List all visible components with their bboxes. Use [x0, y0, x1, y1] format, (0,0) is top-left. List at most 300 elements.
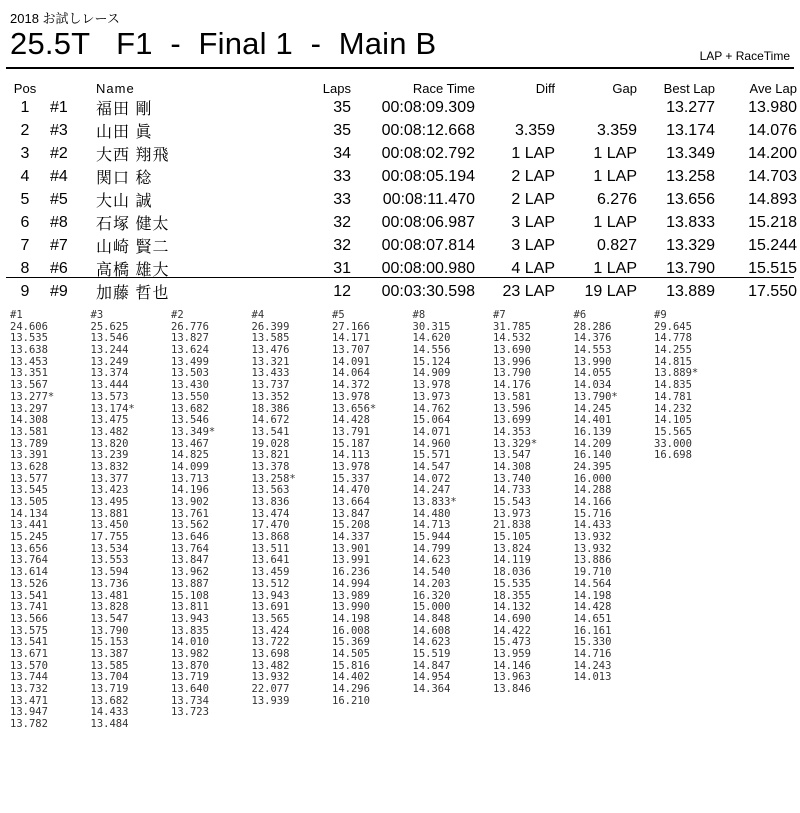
cell-laps: 31 [333, 259, 351, 277]
lap-time: 28.286 [573, 320, 612, 333]
cell-ave-lap: 15.244 [748, 236, 797, 254]
lap-time: 13.467 [171, 437, 209, 450]
lap-time: 14.134 [10, 507, 48, 520]
lap-time: 13.474 [251, 507, 290, 520]
lap-time: 13.387 [90, 647, 129, 660]
lap-time: 14.247 [412, 484, 451, 497]
lap-time: 18.036 [493, 566, 531, 579]
lap-time: 13.790* [573, 390, 618, 403]
results-header-row [0, 80, 797, 96]
lap-column-car: #9 [654, 309, 667, 321]
lap-time: 13.820 [90, 437, 129, 450]
cell-best-lap: 13.656 [666, 190, 715, 208]
lap-time: 15.519 [412, 647, 451, 660]
results-body [0, 96, 797, 303]
cell-laps: 35 [333, 98, 351, 116]
lap-time: 14.623 [412, 554, 451, 567]
lap-time: 13.585 [90, 659, 129, 672]
result-row [0, 142, 797, 165]
lap-time: 14.034 [573, 379, 612, 392]
lap-column-car: #3 [90, 309, 104, 321]
cell-diff: 2 LAP [511, 190, 555, 208]
lap-time: 24.395 [573, 460, 612, 473]
lap-time: 13.698 [251, 647, 290, 660]
cell-diff: 3 LAP [511, 236, 555, 254]
cell-diff [475, 96, 555, 119]
cell-diff: 1 LAP [511, 144, 555, 162]
lap-time: 13.932 [573, 531, 612, 544]
lap-time: 14.994 [332, 577, 370, 590]
lap-time: 13.989 [332, 589, 370, 602]
cell-diff: 3 LAP [511, 213, 555, 231]
lap-time: 21.838 [493, 519, 531, 532]
lap-time: 14.255 [654, 344, 692, 357]
lap-time: 14.091 [332, 355, 370, 368]
cell-laps: 33 [333, 167, 351, 185]
lap-time: 13.990 [332, 601, 370, 614]
cell-ave-lap: 14.893 [748, 190, 797, 208]
lap-time: 13.391 [10, 449, 48, 462]
cell-ave-lap: 14.200 [748, 144, 797, 162]
cell-best-lap: 13.790 [666, 259, 715, 277]
lap-time: 17.755 [90, 531, 129, 544]
lap-time: 14.071 [412, 425, 451, 438]
result-row [0, 119, 797, 142]
lap-time: 16.210 [332, 694, 370, 707]
lap-time: 13.596 [493, 402, 531, 415]
cell-driver-name: 大西 翔飛 [96, 147, 170, 164]
lap-time: 14.146 [493, 659, 531, 672]
cell-car-number: #8 [50, 213, 68, 231]
cell-best-lap: 13.174 [666, 121, 715, 139]
lap-time: 13.943 [251, 589, 290, 602]
lap-time: 14.505 [332, 647, 370, 660]
lap-time: 13.594 [90, 566, 129, 579]
lap-time: 13.846 [493, 683, 531, 695]
lap-time: 15.153 [90, 636, 129, 649]
lap-time: 13.476 [251, 344, 290, 357]
cell-pos: 2 [20, 121, 30, 139]
lap-time: 13.249 [90, 355, 129, 368]
lap-time: 16.320 [412, 589, 451, 602]
lap-time: 13.973 [412, 390, 451, 403]
lap-time: 13.503 [171, 367, 209, 380]
lap-time: 16.000 [573, 472, 612, 485]
lap-time: 13.239 [90, 449, 129, 462]
lap-time: 15.330 [573, 636, 612, 649]
lap-time: 18.355 [493, 589, 531, 602]
lap-time: 14.733 [493, 484, 531, 497]
lap-column [413, 310, 494, 731]
lap-time: 15.124 [412, 355, 451, 368]
lap-time: 13.459 [251, 566, 290, 579]
lap-time: 15.543 [493, 496, 531, 508]
cell-pos: 9 [20, 282, 30, 300]
lap-column [171, 310, 252, 731]
lap-time: 14.608 [412, 624, 451, 637]
cell-best-lap: 13.329 [666, 236, 715, 254]
lap-time: 13.550 [171, 390, 209, 403]
lap-time: 14.196 [171, 484, 209, 497]
lap-time: 13.821 [251, 449, 290, 462]
lap-time: 13.764 [10, 554, 48, 567]
lap-time: 13.734 [171, 694, 209, 707]
cell-car-number: #3 [50, 121, 68, 139]
lap-time: 13.499 [171, 355, 209, 368]
cell-race-time: 00:08:12.668 [381, 121, 475, 139]
lap-time: 14.540 [412, 566, 451, 579]
lap-time: 13.570 [10, 659, 48, 672]
lap-time: 13.656* [332, 402, 377, 415]
lap-time: 13.741 [10, 601, 48, 614]
lap-time: 13.761 [171, 507, 209, 520]
cell-car-number: #7 [50, 236, 68, 254]
lap-time: 14.422 [493, 624, 531, 637]
col-diff: Diff [535, 80, 555, 96]
header-divider [6, 67, 794, 69]
lap-time: 13.546 [171, 414, 209, 427]
cell-laps: 32 [333, 236, 351, 254]
cell-ave-lap: 14.703 [748, 167, 797, 185]
lap-time: 13.541 [10, 589, 48, 602]
lap-time: 14.013 [573, 671, 612, 684]
lap-time: 13.789 [10, 437, 48, 450]
lap-time: 15.064 [412, 414, 451, 427]
lap-time: 14.209 [573, 437, 612, 450]
cell-car-number: #2 [50, 144, 68, 162]
lap-time: 14.909 [412, 367, 451, 380]
lap-time: 13.277* [10, 390, 55, 403]
lap-time: 13.481 [90, 589, 129, 602]
lap-time: 13.682 [90, 694, 129, 707]
lap-time: 15.816 [332, 659, 370, 672]
lap-time: 13.511 [251, 542, 290, 555]
lap-column-car: #6 [573, 309, 587, 321]
lap-time: 13.535 [10, 332, 48, 345]
lap-time: 13.565 [251, 612, 290, 625]
lap-time: 25.625 [90, 320, 129, 333]
lap-time: 13.377 [90, 472, 129, 485]
lap-time: 13.638 [10, 344, 48, 357]
lap-time: 14.713 [412, 519, 451, 532]
lap-time: 13.640 [171, 683, 209, 695]
cell-race-time: 00:08:09.309 [381, 98, 475, 116]
col-best-lap: Best Lap [663, 80, 715, 96]
lap-time: 13.547 [493, 449, 531, 462]
cell-diff: 3.359 [514, 121, 555, 139]
lap-time: 18.386 [251, 402, 290, 415]
lap-time: 13.656 [10, 542, 48, 555]
lap-time: 15.337 [332, 472, 370, 485]
lap-time: 13.321 [251, 355, 290, 368]
lap-time: 15.108 [171, 589, 209, 602]
cell-gap: 1 LAP [593, 167, 637, 185]
lap-time: 13.996 [493, 355, 531, 368]
lap-time: 13.811 [171, 601, 209, 614]
lap-time: 16.140 [573, 449, 612, 462]
lap-time: 13.482 [251, 659, 290, 672]
result-row [0, 188, 797, 211]
lap-time: 14.623 [412, 636, 451, 649]
lap-time: 14.372 [332, 379, 370, 392]
cell-race-time: 00:08:00.980 [381, 259, 475, 277]
lap-time: 13.575 [10, 624, 48, 637]
cell-driver-name: 高橋 雄大 [96, 262, 170, 279]
lap-time: 13.978 [412, 379, 451, 392]
lap-time: 13.526 [10, 577, 48, 590]
lap-time: 13.682 [171, 402, 209, 415]
lap-time: 15.716 [573, 507, 612, 520]
cell-race-time: 00:08:05.194 [381, 167, 475, 185]
lap-time: 13.833* [412, 496, 457, 508]
lap-time: 14.960 [412, 437, 451, 450]
lap-time: 13.947 [10, 706, 48, 719]
lap-time: 13.585 [251, 332, 290, 345]
lap-time: 13.978 [332, 460, 370, 473]
lap-time: 13.790 [493, 367, 531, 380]
lap-time: 13.349* [171, 425, 216, 438]
lap-time: 15.565 [654, 425, 692, 438]
lap-time: 14.296 [332, 683, 370, 695]
cell-driver-name: 山田 眞 [96, 124, 153, 141]
lap-time: 13.722 [251, 636, 290, 649]
lap-time: 13.691 [251, 601, 290, 614]
lap-time: 14.105 [654, 414, 692, 427]
cell-gap: 19 LAP [584, 282, 637, 300]
cell-pos: 4 [20, 167, 30, 185]
lap-times-grid [10, 310, 735, 731]
lap-time: 13.482 [90, 425, 129, 438]
cell-car-number: #1 [50, 98, 68, 116]
lap-time: 14.825 [171, 449, 209, 462]
lap-time: 13.646 [171, 531, 209, 544]
lap-time: 13.567 [10, 379, 48, 392]
lap-time: 16.236 [332, 566, 370, 579]
lap-time: 13.978 [332, 390, 370, 403]
cell-driver-name: 石塚 健太 [96, 216, 170, 233]
lap-time: 13.577 [10, 472, 48, 485]
lap-time: 26.399 [251, 320, 290, 333]
lap-time: 14.099 [171, 460, 209, 473]
cell-best-lap: 13.889 [666, 282, 715, 300]
cell-gap: 0.827 [596, 236, 637, 254]
lap-column [332, 310, 413, 731]
lap-time: 13.563 [251, 484, 290, 497]
lap-time: 13.737 [251, 379, 290, 392]
lap-time: 27.166 [332, 320, 370, 333]
cell-laps: 33 [333, 190, 351, 208]
lap-time: 29.645 [654, 320, 692, 333]
lap-time: 16.008 [332, 624, 370, 637]
lap-time: 15.473 [493, 636, 531, 649]
lap-time: 15.245 [10, 531, 48, 544]
race-title: 25.5T F1 - Final 1 - Main B [10, 26, 437, 61]
lap-time: 13.901 [332, 542, 370, 555]
lap-time: 13.932 [251, 671, 290, 684]
lap-time: 14.835 [654, 379, 692, 392]
lap-column-car: #2 [171, 309, 184, 321]
lap-time: 13.736 [90, 577, 129, 590]
cell-best-lap: 13.277 [666, 98, 715, 116]
col-num [50, 80, 96, 96]
lap-time: 14.364 [412, 683, 451, 695]
cell-driver-name: 加藤 哲也 [96, 285, 170, 302]
lap-time: 13.244 [90, 344, 129, 357]
lap-time: 30.315 [412, 320, 451, 333]
lap-time: 19.710 [573, 566, 612, 579]
lap-time: 13.827 [171, 332, 209, 345]
cell-car-number: #4 [50, 167, 68, 185]
lap-time: 13.847 [332, 507, 370, 520]
lap-time: 13.719 [171, 671, 209, 684]
lap-time: 14.171 [332, 332, 370, 345]
lap-time: 33.000 [654, 437, 692, 450]
lap-time: 13.886 [573, 554, 612, 567]
cell-race-time: 00:08:11.470 [382, 190, 475, 208]
col-gap: Gap [612, 80, 637, 96]
lap-time: 13.973 [493, 507, 531, 520]
lap-time: 14.055 [573, 367, 612, 380]
lap-time: 13.671 [10, 647, 48, 660]
lap-time: 13.547 [90, 612, 129, 625]
cell-diff: 4 LAP [511, 259, 555, 277]
lap-time: 13.505 [10, 496, 48, 508]
lap-time: 14.119 [493, 554, 531, 567]
lap-time: 14.547 [412, 460, 451, 473]
lap-time: 14.848 [412, 612, 451, 625]
result-row [0, 234, 797, 257]
lap-time: 13.553 [90, 554, 129, 567]
lap-time: 13.534 [90, 542, 129, 555]
cell-gap: 3.359 [596, 121, 637, 139]
lap-time: 13.546 [90, 332, 129, 345]
lap-time: 13.824 [493, 542, 531, 555]
lap-time: 13.939 [251, 694, 290, 707]
cell-laps: 12 [333, 282, 351, 300]
lap-time: 14.245 [573, 402, 612, 415]
lap-column-car: #1 [10, 309, 23, 321]
lap-time: 13.902 [171, 496, 209, 508]
lap-time: 14.762 [412, 402, 451, 415]
lap-time: 14.672 [251, 414, 290, 427]
event-name: 2018 お試しレース [10, 11, 120, 26]
lap-time: 13.764 [171, 542, 209, 555]
cell-pos: 5 [20, 190, 30, 208]
lap-time: 13.959 [493, 647, 531, 660]
cell-diff: 2 LAP [511, 167, 555, 185]
lap-time: 24.606 [10, 320, 48, 333]
lap-time: 13.433 [251, 367, 290, 380]
lap-time: 14.113 [332, 449, 370, 462]
lap-time: 14.799 [412, 542, 451, 555]
lap-time: 16.139 [573, 425, 612, 438]
col-pos: Pos [13, 80, 37, 96]
lap-time: 14.198 [573, 589, 612, 602]
lap-time: 14.010 [171, 636, 209, 649]
lap-column [574, 310, 655, 731]
result-row [0, 211, 797, 234]
lap-time: 13.541 [10, 636, 48, 649]
result-row [0, 165, 797, 188]
lap-time: 22.077 [251, 683, 290, 695]
lap-time: 26.776 [171, 320, 209, 333]
result-row [0, 280, 797, 303]
lap-time: 13.868 [251, 531, 290, 544]
lap-time: 15.208 [332, 519, 370, 532]
result-row [0, 96, 797, 119]
lap-time: 13.836 [251, 496, 290, 508]
lap-time: 19.028 [251, 437, 290, 450]
lap-time: 14.376 [573, 332, 612, 345]
lap-time: 14.954 [412, 671, 451, 684]
cell-gap: 1 LAP [593, 259, 637, 277]
lap-time: 13.297 [10, 402, 48, 415]
lap-time: 13.732 [10, 683, 48, 695]
lap-time: 13.828 [90, 601, 129, 614]
lap-time: 14.203 [412, 577, 451, 590]
lap-time: 14.072 [412, 472, 451, 485]
lap-time: 13.782 [10, 718, 48, 731]
cell-race-time: 00:08:06.987 [381, 213, 475, 231]
lap-time: 14.847 [412, 659, 451, 672]
lap-time: 15.000 [412, 601, 451, 614]
lap-time: 13.881 [90, 507, 129, 520]
lap-time: 31.785 [493, 320, 531, 333]
lap-time: 13.475 [90, 414, 129, 427]
lap-time: 13.441 [10, 519, 48, 532]
lap-time: 14.288 [573, 484, 612, 497]
cell-gap: 6.276 [596, 190, 637, 208]
lap-column-car: #5 [332, 309, 345, 321]
lap-time: 14.401 [573, 414, 612, 427]
lap-time: 13.832 [90, 460, 129, 473]
lap-time: 14.781 [654, 390, 692, 403]
lap-time: 14.198 [332, 612, 370, 625]
lap-time: 13.562 [171, 519, 209, 532]
lap-time: 14.428 [332, 414, 370, 427]
lap-column [91, 310, 172, 731]
cell-driver-name: 関口 稔 [96, 170, 153, 187]
lap-time: 14.433 [573, 519, 612, 532]
lap-time: 13.484 [90, 718, 129, 731]
lap-time: 13.690 [493, 344, 531, 357]
lap-time: 13.707 [332, 344, 370, 357]
lap-time: 15.535 [493, 577, 531, 590]
results-table [0, 80, 797, 303]
cell-diff: 23 LAP [502, 282, 555, 300]
lap-time: 14.532 [493, 332, 531, 345]
report-subtitle: LAP + RaceTime [699, 49, 790, 63]
lap-time: 13.887 [171, 577, 209, 590]
cell-driver-name: 山崎 賢二 [96, 239, 170, 256]
lap-time: 14.166 [573, 496, 612, 508]
lap-time: 14.337 [332, 531, 370, 544]
lap-time: 13.378 [251, 460, 290, 473]
lap-time: 13.962 [171, 566, 209, 579]
lap-time: 13.329* [493, 437, 538, 450]
cell-race-time: 00:03:30.598 [381, 282, 475, 300]
cell-pos: 7 [20, 236, 30, 254]
cell-ave-lap: 15.515 [748, 259, 797, 277]
lap-time: 14.651 [573, 612, 612, 625]
cell-pos: 6 [20, 213, 30, 231]
lap-time: 13.545 [10, 484, 48, 497]
lap-time: 13.991 [332, 554, 370, 567]
lap-time: 15.571 [412, 449, 451, 462]
cell-gap: 1 LAP [593, 213, 637, 231]
lap-time: 13.790 [90, 624, 129, 637]
lap-time: 13.699 [493, 414, 531, 427]
